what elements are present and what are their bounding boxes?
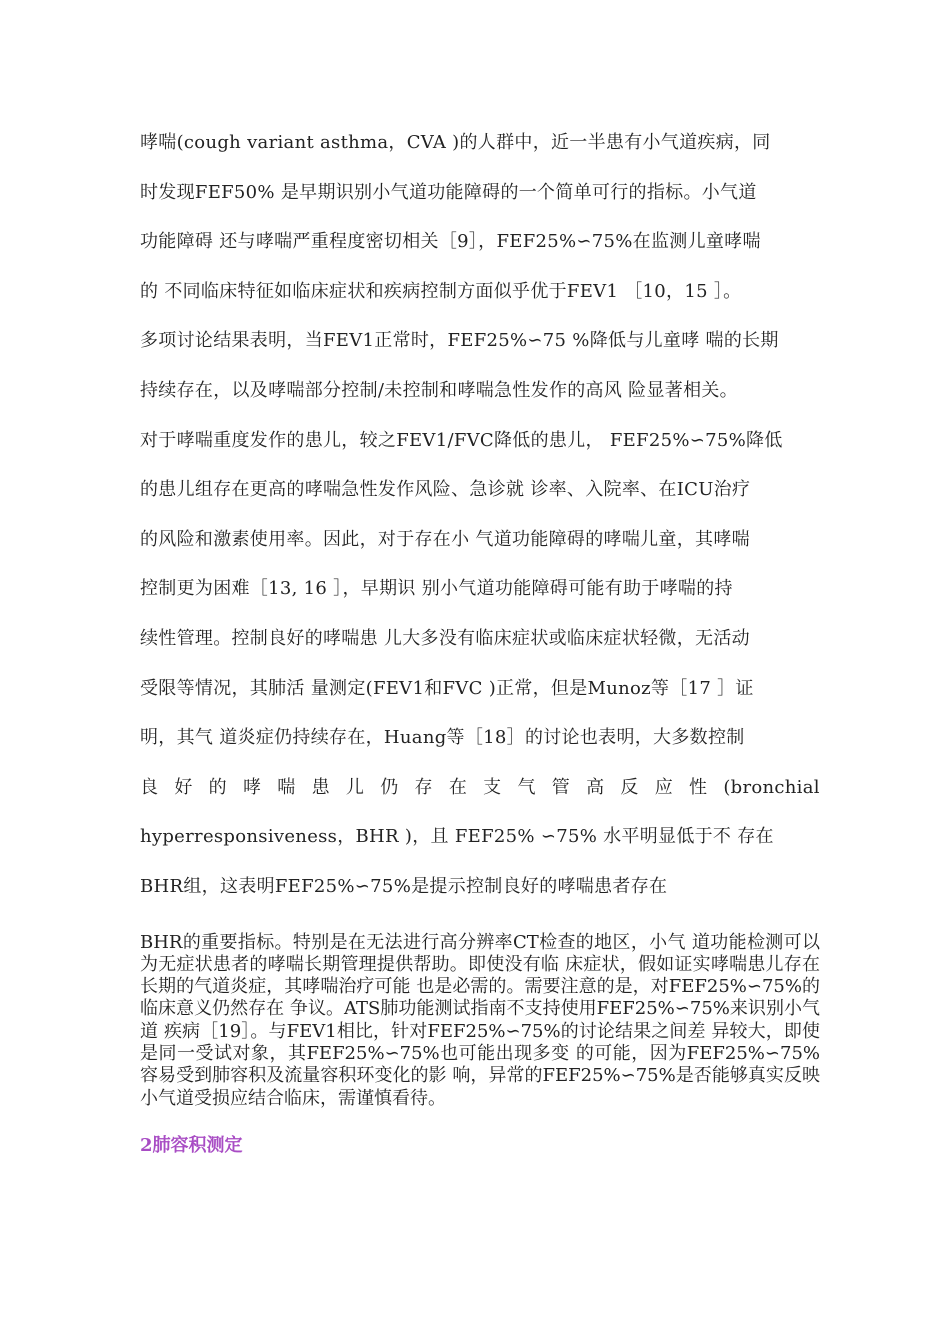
spread-word: 在 [448, 776, 468, 798]
text-line: 哮喘(cough variant asthma，CVA )的人群中，近一半患有小气道疾病，同 [140, 132, 771, 153]
paragraph-tight-spacing: BHR的重要指标。特别是在无法进行高分辨率CT检查的地区，小气 道功能检测可以为无症状患者的哮喘长期管理提供帮助。即使没有临 床症状，假如证实哮喘患儿存在长期的气道炎症，其哮喘治疗可能 也是必需的。需要注意的是，对FEF25%∽75%的临床意义仍然存在 争议。ATS肺功能测试指南不支持使用FEF25%∽75%来识别小气道 疾病［19］。与FEV1相比，针对FEF25%∽75%的讨论结果之间差 异较大，即使是同一受试对象，其FEF25%∽75%也可能出现多变 的可能，因为FEF25%∽75%容易受到肺容积及流量容积环变化的影 响，异常的FEF25%∽75%是否能够真实反映小气道受损应结合临床，需谨慎看待。 [140, 931, 820, 1109]
spread-word: 反 [620, 776, 639, 798]
spread-word: 喘 [277, 776, 296, 798]
text-line: 的 不同临床特征如临床症状和疾病控制方面似乎优于FEV1 ［10，15 ］。 [140, 280, 742, 302]
spread-word: 仍 [380, 776, 399, 798]
text-line: 控制更为困难［13, 16 ］，早期识 别小气道功能障碍可能有助于哮喘的持 [140, 578, 733, 600]
text-line: 多项讨论结果表明，当FEV1正常时，FEF25%∽75 %降低与儿童哮 喘的长期 [140, 330, 779, 352]
spread-word: 应 [654, 776, 673, 798]
spread-word: 儿 [345, 776, 365, 798]
spread-word: 高 [586, 776, 605, 798]
text-line: 明，其气 道炎症仍持续存在，Huang等［18］的讨论也表明，大多数控制 [140, 727, 745, 749]
text-line: 持续存在，以及哮喘部分控制/未控制和哮喘急性发作的高风 险显著相关。 [140, 379, 738, 401]
text-line: 受限等情况，其肺活 量测定(FEV1和FVC )正常，但是Munoz等［17 ］证 [140, 677, 754, 699]
text-line: BHR组，这表明FEF25%∽75%是提示控制良好的哮喘患者存在 [140, 875, 668, 897]
spread-word: 患 [311, 776, 330, 798]
text-line: 的风险和激素使用率。因此，对于存在小 气道功能障碍的哮喘儿童，其哮喘 [140, 528, 750, 550]
text-line: hyperresponsiveness，BHR )，且 FEF25% ∽75% 水平明显低于不 存在 [140, 826, 774, 848]
paragraph-loose-spacing [140, 118, 820, 912]
spread-word: 好 [174, 776, 193, 798]
document-page [140, 118, 820, 1158]
spread-word: (bronchial [723, 776, 820, 798]
spread-word: 存 [414, 776, 433, 798]
spread-word: 良 [140, 776, 159, 798]
spread-word: 气 [517, 776, 536, 798]
spread-word: 性 [689, 776, 708, 798]
text-line: 对于哮喘重度发作的患儿，较之FEV1/FVC降低的患儿， FEF25%∽75%降低 [140, 429, 783, 451]
section-heading: 2肺容积测定 [140, 1134, 243, 1156]
text-line: 功能障碍 还与哮喘严重程度密切相关［9］，FEF25%∽75%在监测儿童哮喘 [140, 231, 761, 253]
text-line: 时发现FEF50% 是早期识别小气道功能障碍的一个简单可行的指标。小气道 [140, 181, 757, 203]
spread-word: 管 [551, 776, 571, 798]
text-line-spread [140, 763, 820, 813]
text-line: 的患儿组存在更高的哮喘急性发作风险、急诊就 诊率、入院率、在ICU治疗 [140, 479, 751, 501]
spread-word: 哮 [242, 776, 262, 798]
spread-word: 的 [208, 776, 227, 798]
text-line: 续性管理。控制良好的哮喘患 儿大多没有临床症状或临床症状轻微，无活动 [140, 627, 750, 649]
spread-word: 支 [483, 776, 502, 798]
